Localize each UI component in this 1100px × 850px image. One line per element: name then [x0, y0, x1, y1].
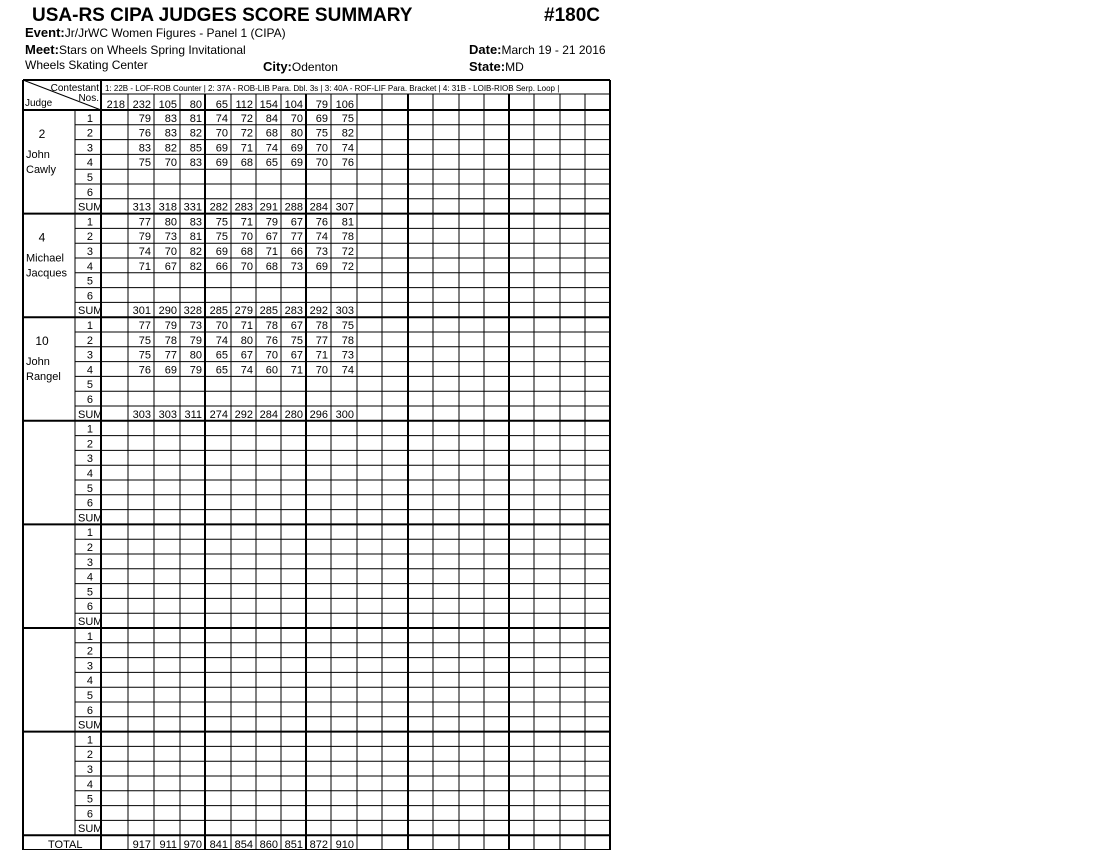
row-number: 2: [86, 127, 93, 140]
sum-label: SUM: [78, 823, 103, 836]
row-number: 2: [86, 334, 93, 347]
report-title: USA-RS CIPA JUDGES SCORE SUMMARY: [32, 5, 413, 26]
total-cell: 970: [183, 839, 202, 850]
total-cell: 860: [259, 839, 278, 850]
score-cell: 74: [265, 142, 278, 155]
score-cell: 70: [164, 157, 177, 170]
sum-cell: 274: [209, 408, 228, 421]
sum-cell: 318: [158, 201, 177, 214]
score-cell: 79: [189, 364, 202, 377]
row-number: 5: [86, 172, 93, 184]
score-cell: 74: [341, 364, 354, 377]
score-cell: 67: [164, 260, 177, 273]
sum-cell: 283: [234, 201, 253, 214]
score-cell: 78: [315, 320, 328, 332]
sum-cell: 288: [284, 201, 303, 214]
total-cell: 911: [159, 839, 177, 850]
score-cell: 78: [341, 334, 354, 347]
score-cell: 68: [265, 127, 278, 140]
judge-first-name: John: [26, 149, 50, 161]
sum-cell: 282: [209, 201, 228, 214]
event-label: Event:: [25, 25, 65, 40]
score-cell: 74: [341, 142, 354, 155]
judge-last-name: Cawly: [26, 164, 56, 176]
row-number: 3: [86, 556, 93, 569]
score-cell: 80: [164, 216, 177, 229]
judge-first-name: Michael: [26, 252, 64, 265]
row-number: 6: [86, 601, 93, 614]
sum-cell: 283: [284, 305, 303, 318]
score-cell: 71: [265, 246, 278, 258]
event-value: Jr/JrWC Women Figures - Panel 1 (CIPA): [64, 26, 286, 40]
row-number: 2: [86, 231, 93, 244]
row-number: 4: [86, 778, 93, 791]
total-cell: 872: [309, 839, 328, 850]
judge-number: 2: [38, 127, 46, 141]
row-number: 5: [86, 275, 93, 288]
sum-label: SUM: [78, 719, 103, 732]
score-cell: 71: [290, 364, 303, 377]
score-cell: 81: [189, 231, 202, 244]
score-cell: 69: [215, 157, 228, 170]
score-cell: 83: [164, 127, 177, 140]
score-cell: 73: [164, 231, 177, 244]
score-cell: 76: [315, 216, 328, 229]
score-cell: 70: [265, 349, 278, 362]
sum-cell: 328: [183, 305, 202, 318]
city-label: City:: [263, 59, 292, 74]
score-cell: 70: [215, 320, 228, 332]
row-number: 3: [86, 349, 93, 362]
score-cell: 67: [290, 216, 303, 229]
score-cell: 65: [265, 157, 278, 170]
score-cell: 67: [265, 231, 278, 244]
row-number: 3: [86, 764, 93, 776]
sum-label: SUM: [78, 201, 103, 214]
contestant-number: 232: [132, 99, 151, 111]
score-cell: 72: [240, 127, 253, 140]
row-number: 1: [86, 216, 93, 229]
score-cell: 77: [315, 334, 328, 347]
score-cell: 67: [240, 349, 253, 362]
judge-label: Judge: [25, 98, 53, 109]
score-cell: 67: [290, 320, 303, 332]
contestant-number: 79: [315, 99, 328, 111]
score-cell: 69: [315, 260, 328, 273]
judge-number: 10: [35, 334, 49, 349]
sum-label: SUM: [78, 616, 103, 628]
row-number: 1: [86, 423, 93, 436]
row-number: 5: [86, 793, 93, 806]
score-cell: 73: [290, 260, 303, 273]
figures-legend: 1: 22B - LOF-ROB Counter | 2: 37A - ROB-LIB Para. Dbl. 3s | 3: 40A - ROF-LIF Para. Bracket | 4: 31B - LOIB-RIOB Serp. Loop |: [105, 84, 560, 93]
contestant-number: 106: [335, 99, 354, 111]
row-number: 6: [86, 704, 93, 717]
contestant-number: 104: [284, 99, 303, 111]
contestant-number: 80: [189, 99, 202, 111]
score-cell: 83: [138, 142, 151, 155]
score-cell: 80: [240, 334, 253, 347]
nos-label: Nos.: [78, 93, 99, 104]
score-cell: 71: [315, 349, 328, 362]
row-number: 3: [86, 453, 93, 466]
score-cell: 71: [240, 320, 253, 332]
score-cell: 76: [265, 334, 278, 347]
score-cell: 76: [138, 127, 151, 140]
total-cell: 851: [284, 839, 303, 850]
score-cell: 77: [290, 231, 303, 244]
score-cell: 74: [215, 334, 228, 347]
row-number: 6: [86, 186, 93, 199]
score-cell: 69: [290, 142, 303, 155]
score-cell: 68: [265, 260, 278, 273]
score-cell: 70: [290, 112, 303, 125]
row-number: 6: [86, 808, 93, 821]
score-cell: 80: [290, 127, 303, 140]
sum-cell: 307: [335, 201, 354, 214]
row-number: 1: [86, 527, 93, 540]
judge-last-name: Rangel: [26, 371, 61, 384]
row-number: 5: [86, 586, 93, 599]
score-cell: 83: [164, 112, 177, 125]
score-cell: 78: [341, 231, 354, 244]
score-cell: 70: [240, 231, 253, 244]
score-cell: 73: [189, 320, 202, 332]
score-cell: 80: [189, 349, 202, 362]
score-cell: 82: [341, 127, 354, 140]
row-number: 5: [86, 482, 93, 495]
score-cell: 71: [138, 260, 151, 273]
sum-label: SUM: [78, 305, 103, 318]
row-number: 6: [86, 497, 93, 510]
row-number: 3: [86, 142, 93, 155]
score-cell: 71: [240, 216, 253, 229]
score-cell: 60: [265, 364, 278, 377]
sum-label: SUM: [78, 512, 103, 525]
row-number: 2: [86, 542, 93, 554]
row-number: 4: [86, 571, 93, 584]
score-cell: 74: [215, 112, 228, 125]
total-cell: 917: [132, 839, 151, 850]
row-number: 2: [86, 438, 93, 451]
score-cell: 68: [240, 157, 253, 170]
score-cell: 81: [189, 112, 202, 125]
sum-cell: 301: [132, 305, 151, 318]
total-cell: 854: [234, 839, 253, 850]
sum-cell: 280: [284, 408, 303, 421]
score-cell: 72: [240, 112, 253, 125]
score-cell: 70: [315, 142, 328, 155]
score-cell: 79: [265, 216, 278, 229]
meet-value: Stars on Wheels Spring Invitational: [58, 43, 246, 57]
sum-cell: 296: [309, 408, 328, 421]
date-value: March 19 - 21 2016: [501, 43, 606, 57]
rink-name: Wheels Skating Center: [25, 58, 148, 72]
score-cell: 68: [240, 246, 253, 258]
row-number: 4: [86, 468, 93, 480]
score-cell: 77: [138, 216, 151, 229]
row-number: 4: [86, 157, 93, 170]
row-number: 2: [86, 749, 93, 762]
score-cell: 75: [215, 216, 228, 229]
score-cell: 66: [215, 260, 228, 273]
score-cell: 79: [189, 334, 202, 347]
score-cell: 72: [341, 260, 354, 273]
score-cell: 82: [189, 127, 202, 140]
contestant-number: 112: [235, 99, 253, 111]
score-cell: 72: [341, 246, 354, 258]
contestant-number: 65: [215, 99, 228, 111]
contestant-number: 154: [259, 99, 278, 111]
score-cell: 77: [164, 349, 177, 362]
score-cell: 79: [138, 231, 151, 244]
judge-number: 4: [38, 230, 46, 245]
row-number: 1: [86, 630, 93, 643]
contestant-number: 218: [106, 99, 125, 111]
sum-cell: 279: [234, 305, 253, 318]
row-number: 1: [86, 320, 93, 332]
state-label: State:: [469, 59, 506, 74]
score-cell: 65: [215, 349, 228, 362]
row-number: 4: [86, 260, 93, 273]
score-cell: 74: [240, 364, 253, 377]
score-cell: 82: [164, 142, 177, 155]
sum-cell: 284: [309, 201, 328, 214]
sum-cell: 292: [234, 408, 253, 421]
sum-cell: 290: [158, 305, 177, 318]
sum-cell: 303: [158, 408, 177, 421]
row-number: 1: [86, 734, 93, 747]
row-number: 4: [86, 675, 93, 688]
contestant-label: Contestant: [50, 83, 99, 94]
score-cell: 78: [265, 320, 278, 332]
score-cell: 79: [164, 320, 177, 332]
score-cell: 78: [164, 334, 177, 347]
score-cell: 81: [341, 216, 354, 229]
score-cell: 75: [138, 349, 151, 362]
meet-label: Meet:: [25, 42, 59, 57]
contestant-number: 105: [158, 99, 177, 111]
score-cell: 73: [341, 349, 354, 362]
total-cell: 910: [335, 839, 354, 850]
score-cell: 83: [189, 216, 202, 229]
sum-cell: 331: [183, 201, 202, 214]
sum-cell: 284: [259, 408, 278, 421]
row-number: 1: [86, 112, 93, 125]
row-number: 2: [86, 645, 93, 658]
score-cell: 75: [138, 334, 151, 347]
score-cell: 84: [265, 112, 278, 125]
row-number: 6: [86, 394, 93, 406]
row-number: 3: [86, 660, 93, 673]
sum-cell: 303: [335, 305, 354, 318]
score-cell: 69: [290, 157, 303, 170]
score-cell: 83: [189, 157, 202, 170]
score-cell: 75: [315, 127, 328, 140]
score-cell: 75: [215, 231, 228, 244]
sum-cell: 291: [259, 201, 278, 214]
sum-cell: 292: [309, 305, 328, 318]
score-cell: 75: [138, 157, 151, 170]
score-cell: 73: [315, 246, 328, 258]
score-cell: 70: [315, 157, 328, 170]
score-cell: 74: [138, 246, 151, 258]
score-cell: 69: [315, 112, 328, 125]
sum-cell: 311: [184, 408, 202, 421]
row-number: 5: [86, 379, 93, 392]
sum-cell: 285: [209, 305, 228, 318]
row-number: 3: [86, 246, 93, 258]
score-cell: 75: [341, 320, 354, 332]
total-label: TOTAL: [48, 839, 83, 850]
score-cell: 70: [315, 364, 328, 377]
score-cell: 70: [164, 246, 177, 258]
score-cell: 70: [215, 127, 228, 140]
score-cell: 74: [315, 231, 328, 244]
city-value: Odenton: [291, 60, 338, 74]
judge-last-name: Jacques: [26, 267, 67, 280]
score-cell: 75: [290, 334, 303, 347]
sum-cell: 303: [132, 408, 151, 421]
score-cell: 85: [189, 142, 202, 155]
row-number: 4: [86, 364, 93, 377]
total-cell: 841: [209, 839, 228, 850]
sum-cell: 313: [132, 201, 151, 214]
score-cell: 75: [341, 112, 354, 125]
score-cell: 82: [189, 260, 202, 273]
score-cell: 77: [138, 320, 151, 332]
score-cell: 65: [215, 364, 228, 377]
row-number: 6: [86, 290, 93, 303]
score-cell: 71: [240, 142, 253, 155]
sum-cell: 300: [335, 408, 354, 421]
score-cell: 69: [164, 364, 177, 377]
score-cell: 76: [138, 364, 151, 377]
score-cell: 69: [215, 246, 228, 258]
sum-cell: 285: [259, 305, 278, 318]
state-value: MD: [505, 60, 524, 74]
score-cell: 82: [189, 246, 202, 258]
sum-label: SUM: [78, 408, 103, 421]
date-label: Date:: [469, 42, 502, 57]
score-cell: 66: [290, 246, 303, 258]
form-number: #180C: [544, 5, 600, 26]
score-cell: 76: [341, 157, 354, 170]
row-number: 5: [86, 690, 93, 702]
score-cell: 70: [240, 260, 253, 273]
score-cell: 79: [138, 112, 151, 125]
score-cell: 69: [215, 142, 228, 155]
judge-first-name: John: [26, 356, 50, 369]
score-cell: 67: [290, 349, 303, 362]
